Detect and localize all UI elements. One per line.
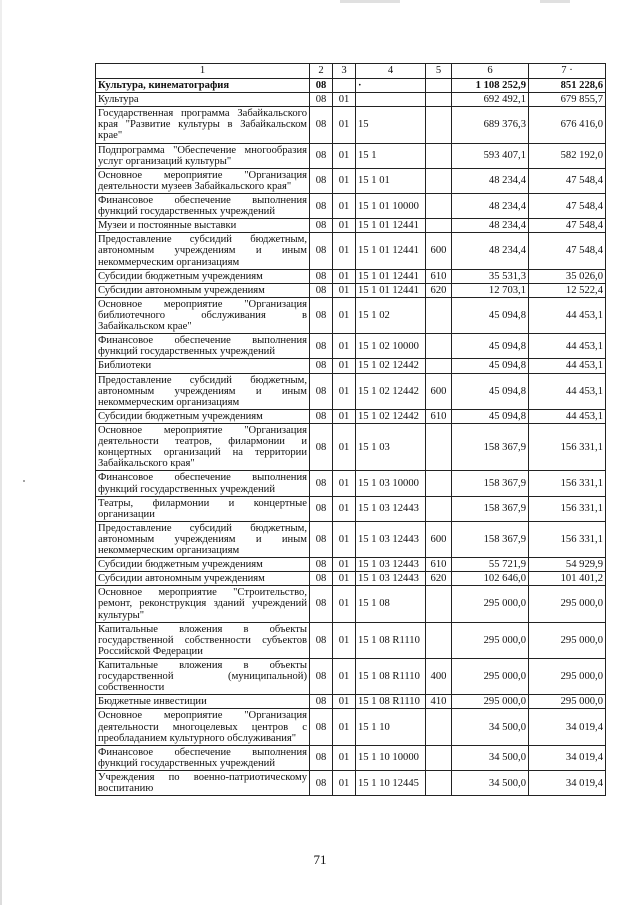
amount-year-1: 1 108 252,9 [452,79,529,93]
amount-year-2: 679 855,7 [529,93,606,107]
row-description: Основное мероприятие "Организация деятельности музеев Забайкальского края" [96,168,310,193]
column-header: 2 [310,64,333,79]
row-description: Субсидии бюджетным учреждениям [96,558,310,572]
target-article-code: 15 1 08 R1110 [356,695,426,709]
amount-year-1: 48 234,4 [452,193,529,218]
table-header-row [96,64,606,79]
amount-year-2: 47 548,4 [529,233,606,269]
target-article-code: 15 1 03 12443 [356,572,426,586]
amount-year-2: 851 228,6 [529,79,606,93]
subsection-code: 01 [333,269,356,283]
target-article-code: 15 1 03 [356,423,426,470]
amount-year-1: 158 367,9 [452,471,529,496]
expense-type-code [426,334,452,359]
row-description: Музеи и постоянные выставки [96,219,310,233]
row-description: Капитальные вложения в объекты государственной собственности субъектов Российской Федерации [96,622,310,658]
target-article-code: 15 1 02 [356,297,426,333]
subsection-code: 01 [333,586,356,622]
amount-year-2: 44 453,1 [529,409,606,423]
row-description: Основное мероприятие "Организация библиотечного обслуживания в Забайкальском крае" [96,297,310,333]
subsection-code: 01 [333,471,356,496]
expense-type-code: 600 [426,373,452,409]
budget-table [95,63,606,796]
expense-type-code [426,359,452,373]
table-row [96,471,606,496]
amount-year-2: 47 548,4 [529,168,606,193]
section-code: 08 [310,586,333,622]
expense-type-code [426,93,452,107]
amount-year-2: 156 331,1 [529,521,606,557]
target-article-code: 15 1 02 12442 [356,359,426,373]
amount-year-2: 47 548,4 [529,193,606,218]
row-description: Финансовое обеспечение выполнения функций государственных учреждений [96,193,310,218]
target-article-code: 15 1 01 12441 [356,233,426,269]
table-row [96,359,606,373]
subsection-code: 01 [333,496,356,521]
expense-type-code [426,771,452,796]
amount-year-2: 295 000,0 [529,659,606,695]
subsection-code: 01 [333,409,356,423]
section-code: 08 [310,107,333,143]
amount-year-1: 295 000,0 [452,659,529,695]
subsection-code: 01 [333,359,356,373]
column-header: 1 [96,64,310,79]
row-description: Субсидии автономным учреждениям [96,283,310,297]
section-code: 08 [310,521,333,557]
target-article-code: 15 1 03 10000 [356,471,426,496]
target-article-code: 15 1 08 R1110 [356,659,426,695]
subsection-code: 01 [333,695,356,709]
row-description: Предоставление субсидий бюджетным, автономным учреждениям и иным некоммерческим организациям [96,233,310,269]
amount-year-2: 676 416,0 [529,107,606,143]
amount-year-1: 45 094,8 [452,409,529,423]
section-code: 08 [310,283,333,297]
amount-year-2: 47 548,4 [529,219,606,233]
section-code: 08 [310,297,333,333]
table-row [96,143,606,168]
subsection-code: 01 [333,168,356,193]
amount-year-2: 34 019,4 [529,745,606,770]
table-row [96,558,606,572]
table-row [96,771,606,796]
subsection-code: 01 [333,334,356,359]
section-code: 08 [310,659,333,695]
expense-type-code [426,496,452,521]
table-row [96,409,606,423]
column-header: 7 · [529,64,606,79]
section-code: 08 [310,168,333,193]
amount-year-2: 156 331,1 [529,423,606,470]
section-code: 08 [310,572,333,586]
target-article-code: 15 1 03 12443 [356,558,426,572]
target-article-code: 15 1 01 10000 [356,193,426,218]
amount-year-2: 34 019,4 [529,709,606,745]
expense-type-code [426,622,452,658]
row-description: Основное мероприятие "Строительство, ремонт, реконструкция зданий учреждений культуры" [96,586,310,622]
expense-type-code: 610 [426,558,452,572]
expense-type-code [426,586,452,622]
expense-type-code: 410 [426,695,452,709]
section-code: 08 [310,745,333,770]
section-code: 08 [310,409,333,423]
target-article-code [356,93,426,107]
row-description: Предоставление субсидий бюджетным, автономным учреждениям и иным некоммерческим организациям [96,521,310,557]
expense-type-code [426,297,452,333]
table-row [96,283,606,297]
subsection-code: 01 [333,193,356,218]
expense-type-code [426,709,452,745]
expense-type-code [426,193,452,218]
expense-type-code: 620 [426,283,452,297]
row-description: Бюджетные инвестиции [96,695,310,709]
amount-year-2: 101 401,2 [529,572,606,586]
section-code: 08 [310,771,333,796]
section-code: 08 [310,193,333,218]
amount-year-2: 295 000,0 [529,695,606,709]
target-article-code: 15 1 02 10000 [356,334,426,359]
table-row [96,193,606,218]
table-row [96,745,606,770]
expense-type-code: 610 [426,269,452,283]
row-description: Основное мероприятие "Организация деятельности театров, филармонии и концертных организаций на территории Забайкальского края" [96,423,310,470]
subsection-code: 01 [333,745,356,770]
amount-year-1: 35 531,3 [452,269,529,283]
table-row [96,695,606,709]
amount-year-2: 156 331,1 [529,496,606,521]
expense-type-code: 600 [426,521,452,557]
amount-year-2: 295 000,0 [529,586,606,622]
row-description: Капитальные вложения в объекты государственной (муниципальной) собственности [96,659,310,695]
amount-year-2: 44 453,1 [529,359,606,373]
target-article-code: 15 1 03 12443 [356,496,426,521]
row-description: Учреждения по военно-патриотическому воспитанию [96,771,310,796]
section-code: 08 [310,79,333,93]
row-description: Театры, филармонии и концертные организации [96,496,310,521]
amount-year-2: 44 453,1 [529,373,606,409]
expense-type-code [426,79,452,93]
amount-year-1: 34 500,0 [452,709,529,745]
amount-year-1: 692 492,1 [452,93,529,107]
target-article-code: 15 1 08 [356,586,426,622]
table-row [96,622,606,658]
table-row [96,373,606,409]
target-article-code: 15 1 03 12443 [356,521,426,557]
target-article-code: 15 1 10 10000 [356,745,426,770]
amount-year-2: 12 522,4 [529,283,606,297]
row-description: Субсидии автономным учреждениям [96,572,310,586]
amount-year-1: 45 094,8 [452,297,529,333]
table-row [96,496,606,521]
table-row [96,586,606,622]
amount-year-1: 295 000,0 [452,695,529,709]
amount-year-2: 35 026,0 [529,269,606,283]
section-code: 08 [310,423,333,470]
table-row [96,269,606,283]
target-article-code: 15 1 02 12442 [356,373,426,409]
section-code: 08 [310,709,333,745]
table-row [96,79,606,93]
section-code: 08 [310,622,333,658]
subsection-code: 01 [333,709,356,745]
row-description: Финансовое обеспечение выполнения функций государственных учреждений [96,745,310,770]
scan-artifact [540,0,570,3]
table-row [96,219,606,233]
amount-year-1: 12 703,1 [452,283,529,297]
row-description: Субсидии бюджетным учреждениям [96,409,310,423]
column-header: 5 [426,64,452,79]
amount-year-1: 102 646,0 [452,572,529,586]
scan-artifact [340,0,400,3]
row-description: Предоставление субсидий бюджетным, автономным учреждениям и иным некоммерческим организациям [96,373,310,409]
scan-artifact [23,480,25,482]
section-code: 08 [310,359,333,373]
target-article-code: 15 1 08 R1110 [356,622,426,658]
section-code: 08 [310,143,333,168]
expense-type-code [426,107,452,143]
amount-year-1: 689 376,3 [452,107,529,143]
subsection-code: 01 [333,373,356,409]
amount-year-1: 45 094,8 [452,334,529,359]
amount-year-1: 158 367,9 [452,496,529,521]
subsection-code: 01 [333,572,356,586]
table-row [96,107,606,143]
amount-year-2: 156 331,1 [529,471,606,496]
section-code: 08 [310,269,333,283]
column-header: 3 [333,64,356,79]
subsection-code: 01 [333,659,356,695]
expense-type-code: 610 [426,409,452,423]
target-article-code: 15 [356,107,426,143]
table-row [96,572,606,586]
row-description: Финансовое обеспечение выполнения функций государственных учреждений [96,471,310,496]
expense-type-code: 400 [426,659,452,695]
row-description: Библиотеки [96,359,310,373]
target-article-code: · [356,79,426,93]
amount-year-2: 34 019,4 [529,771,606,796]
amount-year-1: 593 407,1 [452,143,529,168]
amount-year-1: 295 000,0 [452,622,529,658]
amount-year-2: 44 453,1 [529,297,606,333]
row-description: Субсидии бюджетным учреждениям [96,269,310,283]
amount-year-1: 48 234,4 [452,168,529,193]
subsection-code: 01 [333,622,356,658]
row-description: Государственная программа Забайкальского края "Развитие культуры в Забайкальском крае" [96,107,310,143]
subsection-code: 01 [333,143,356,168]
table-row [96,233,606,269]
amount-year-1: 45 094,8 [452,359,529,373]
subsection-code: 01 [333,107,356,143]
section-code: 08 [310,219,333,233]
page-number: 71 [313,852,327,867]
target-article-code: 15 1 10 [356,709,426,745]
subsection-code: 01 [333,233,356,269]
subsection-code: 01 [333,219,356,233]
section-code: 08 [310,233,333,269]
table-row [96,93,606,107]
target-article-code: 15 1 10 12445 [356,771,426,796]
subsection-code: 01 [333,93,356,107]
row-description: Финансовое обеспечение выполнения функций государственных учреждений [96,334,310,359]
amount-year-1: 45 094,8 [452,373,529,409]
subsection-code [333,79,356,93]
subsection-code: 01 [333,521,356,557]
target-article-code: 15 1 [356,143,426,168]
amount-year-1: 158 367,9 [452,423,529,470]
target-article-code: 15 1 01 12441 [356,283,426,297]
amount-year-1: 158 367,9 [452,521,529,557]
section-code: 08 [310,373,333,409]
amount-year-1: 55 721,9 [452,558,529,572]
target-article-code: 15 1 02 12442 [356,409,426,423]
section-code: 08 [310,558,333,572]
row-description: Культура, кинематография [96,79,310,93]
amount-year-2: 44 453,1 [529,334,606,359]
amount-year-2: 582 192,0 [529,143,606,168]
table-row [96,168,606,193]
expense-type-code [426,219,452,233]
row-description: Основное мероприятие "Организация деятельности многоцелевых центров с преобладанием культурного обслуживания" [96,709,310,745]
column-header: 6 [452,64,529,79]
amount-year-1: 295 000,0 [452,586,529,622]
target-article-code: 15 1 01 [356,168,426,193]
amount-year-2: 295 000,0 [529,622,606,658]
section-code: 08 [310,496,333,521]
amount-year-1: 34 500,0 [452,745,529,770]
section-code: 08 [310,471,333,496]
subsection-code: 01 [333,283,356,297]
section-code: 08 [310,334,333,359]
section-code: 08 [310,93,333,107]
expense-type-code [426,471,452,496]
table-row [96,521,606,557]
expense-type-code [426,423,452,470]
amount-year-2: 54 929,9 [529,558,606,572]
column-header: 4 [356,64,426,79]
expense-type-code [426,143,452,168]
row-description: Культура [96,93,310,107]
subsection-code: 01 [333,297,356,333]
subsection-code: 01 [333,558,356,572]
subsection-code: 01 [333,771,356,796]
expense-type-code: 620 [426,572,452,586]
scan-edge [0,0,2,905]
target-article-code: 15 1 01 12441 [356,269,426,283]
target-article-code: 15 1 01 12441 [356,219,426,233]
amount-year-1: 48 234,4 [452,233,529,269]
table-row [96,297,606,333]
table-row [96,334,606,359]
expense-type-code [426,168,452,193]
table-row [96,423,606,470]
budget-table-body [96,64,606,796]
row-description: Подпрограмма "Обеспечение многообразия услуг организаций культуры" [96,143,310,168]
amount-year-1: 48 234,4 [452,219,529,233]
section-code: 08 [310,695,333,709]
expense-type-code [426,745,452,770]
table-row [96,659,606,695]
subsection-code: 01 [333,423,356,470]
amount-year-1: 34 500,0 [452,771,529,796]
table-row [96,709,606,745]
expense-type-code: 600 [426,233,452,269]
